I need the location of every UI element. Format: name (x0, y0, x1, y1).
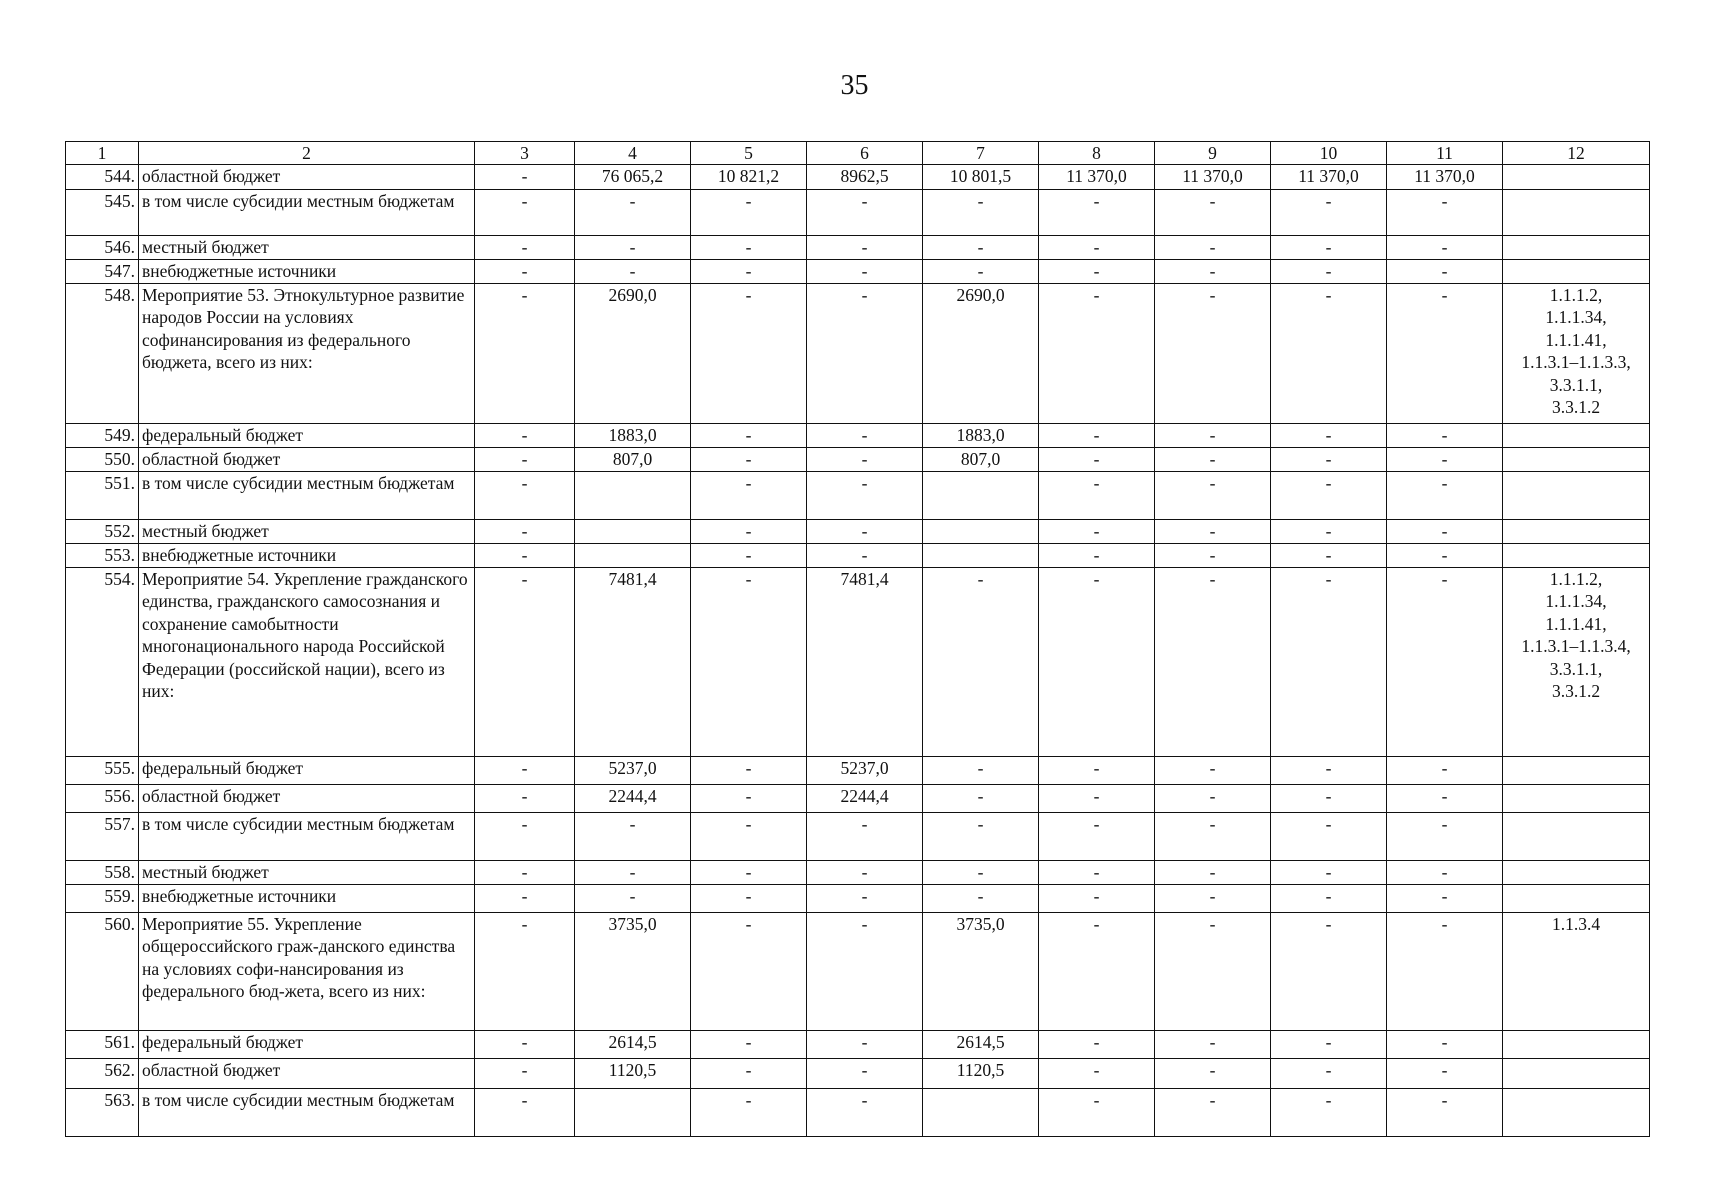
col-3-cell: - (475, 756, 575, 784)
item-name-cell: Мероприятие 55. Укрепление общероссийского граж-данского единства на условиях софи-нансирования из федерального бюд-жета, всего из них: (139, 912, 475, 1030)
indicator-refs-cell (1503, 447, 1650, 471)
indicator-ref: 1.1.1.34, (1545, 307, 1607, 327)
col-4-cell (575, 543, 691, 567)
col-7-cell: - (923, 190, 1039, 236)
row-number-cell: 547. (66, 260, 139, 284)
col-6-cell: - (807, 471, 923, 519)
col-11-cell: - (1387, 756, 1503, 784)
col-7-cell (923, 543, 1039, 567)
col-4-cell (575, 471, 691, 519)
row-number-cell: 545. (66, 190, 139, 236)
row-number-cell: 548. (66, 283, 139, 423)
col-6-cell: - (807, 543, 923, 567)
col-11-cell: - (1387, 860, 1503, 884)
table-row (66, 447, 1650, 471)
col-3-cell: - (475, 423, 575, 447)
column-header-3: 3 (475, 142, 575, 165)
col-4-cell (575, 519, 691, 543)
col-11-cell: 11 370,0 (1387, 165, 1503, 190)
page-number: 35 (840, 70, 869, 101)
table-row (66, 236, 1650, 260)
col-8-cell: - (1039, 260, 1155, 284)
col-6-cell: 8962,5 (807, 165, 923, 190)
col-4-cell: 2614,5 (575, 1030, 691, 1058)
row-number-cell: 551. (66, 471, 139, 519)
col-10-cell: - (1271, 860, 1387, 884)
col-5-cell: - (691, 1030, 807, 1058)
col-6-cell: - (807, 260, 923, 284)
item-name-cell: в том числе субсидии местным бюджетам (139, 812, 475, 860)
col-6-cell: - (807, 236, 923, 260)
table-row (66, 471, 1650, 519)
col-8-cell: - (1039, 884, 1155, 912)
col-8-cell: - (1039, 567, 1155, 756)
col-5-cell: - (691, 236, 807, 260)
col-10-cell: - (1271, 423, 1387, 447)
col-7-cell: - (923, 236, 1039, 260)
column-header-6: 6 (807, 142, 923, 165)
col-10-cell: - (1271, 190, 1387, 236)
col-11-cell: - (1387, 260, 1503, 284)
item-name-cell: областной бюджет (139, 1058, 475, 1088)
column-header-12: 12 (1503, 142, 1650, 165)
column-header-4: 4 (575, 142, 691, 165)
row-number-cell: 549. (66, 423, 139, 447)
indicator-ref: 1.1.3.4 (1551, 913, 1601, 934)
col-6-cell: 7481,4 (807, 567, 923, 756)
indicator-refs-cell (1503, 260, 1650, 284)
indicator-refs-cell (1503, 543, 1650, 567)
col-3-cell: - (475, 812, 575, 860)
indicator-ref: 3.3.1.2 (1551, 397, 1601, 417)
col-11-cell: - (1387, 567, 1503, 756)
col-5-cell: - (691, 283, 807, 423)
col-11-cell: - (1387, 784, 1503, 812)
col-11-cell: - (1387, 912, 1503, 1030)
col-7-cell (923, 471, 1039, 519)
col-8-cell: - (1039, 860, 1155, 884)
row-number-cell: 552. (66, 519, 139, 543)
indicator-refs-cell (1503, 423, 1650, 447)
col-6-cell: - (807, 1030, 923, 1058)
column-header-11: 11 (1387, 142, 1503, 165)
col-10-cell: - (1271, 884, 1387, 912)
column-header-2: 2 (139, 142, 475, 165)
col-7-cell: - (923, 567, 1039, 756)
col-5-cell: - (691, 567, 807, 756)
table-row (66, 567, 1650, 756)
col-9-cell: - (1155, 190, 1271, 236)
col-4-cell: 807,0 (575, 447, 691, 471)
col-7-cell (923, 1088, 1039, 1136)
col-3-cell: - (475, 912, 575, 1030)
table-row (66, 912, 1650, 1030)
indicator-refs-cell (1503, 1058, 1650, 1088)
indicator-ref: 1.1.1.2, (1549, 284, 1603, 305)
column-header-7: 7 (923, 142, 1039, 165)
item-name-cell: внебюджетные источники (139, 884, 475, 912)
indicator-refs-cell (1503, 165, 1650, 190)
col-8-cell: - (1039, 812, 1155, 860)
col-9-cell: - (1155, 1088, 1271, 1136)
indicator-ref: 3.3.1.1, (1549, 658, 1603, 679)
col-3-cell: - (475, 567, 575, 756)
col-10-cell: - (1271, 283, 1387, 423)
column-header-1: 1 (66, 142, 139, 165)
col-5-cell: - (691, 190, 807, 236)
col-5-cell: - (691, 471, 807, 519)
col-10-cell: - (1271, 1088, 1387, 1136)
indicator-ref: 1.1.3.1–1.1.3.3, (1521, 352, 1631, 372)
col-6-cell: 5237,0 (807, 756, 923, 784)
col-9-cell: - (1155, 423, 1271, 447)
row-number-cell: 558. (66, 860, 139, 884)
table-row (66, 784, 1650, 812)
col-7-cell: - (923, 784, 1039, 812)
col-10-cell: - (1271, 756, 1387, 784)
col-11-cell: - (1387, 283, 1503, 423)
col-10-cell: - (1271, 543, 1387, 567)
indicator-refs-cell (1503, 912, 1650, 1030)
col-5-cell: - (691, 1088, 807, 1136)
col-4-cell: - (575, 884, 691, 912)
col-9-cell: - (1155, 283, 1271, 423)
row-number-cell: 557. (66, 812, 139, 860)
col-10-cell: 11 370,0 (1271, 165, 1387, 190)
table-row (66, 884, 1650, 912)
table-row (66, 165, 1650, 190)
col-4-cell: - (575, 190, 691, 236)
col-6-cell: - (807, 283, 923, 423)
row-number-cell: 550. (66, 447, 139, 471)
row-number-cell: 556. (66, 784, 139, 812)
col-6-cell: - (807, 1088, 923, 1136)
indicator-refs-cell (1503, 471, 1650, 519)
col-3-cell: - (475, 190, 575, 236)
col-5-cell: - (691, 1058, 807, 1088)
col-11-cell: - (1387, 236, 1503, 260)
table-row (66, 1088, 1650, 1136)
col-11-cell: - (1387, 884, 1503, 912)
item-name-cell: Мероприятие 54. Укрепление гражданского единства, гражданского самосознания и сохранение самобытности многонационального народа Российской Федерации (российской нации), всего из них: (139, 567, 475, 756)
col-3-cell: - (475, 447, 575, 471)
row-number-cell: 544. (66, 165, 139, 190)
col-11-cell: - (1387, 471, 1503, 519)
col-10-cell: - (1271, 784, 1387, 812)
table-row (66, 519, 1650, 543)
column-header-10: 10 (1271, 142, 1387, 165)
col-7-cell: - (923, 756, 1039, 784)
col-11-cell: - (1387, 190, 1503, 236)
col-4-cell: 2690,0 (575, 283, 691, 423)
row-number-cell: 562. (66, 1058, 139, 1088)
col-9-cell: - (1155, 756, 1271, 784)
col-9-cell: - (1155, 884, 1271, 912)
col-8-cell: - (1039, 1030, 1155, 1058)
col-7-cell: 1883,0 (923, 423, 1039, 447)
col-9-cell: - (1155, 519, 1271, 543)
col-4-cell (575, 1088, 691, 1136)
table-body (66, 165, 1650, 1137)
indicator-refs-cell (1503, 756, 1650, 784)
col-10-cell: - (1271, 1030, 1387, 1058)
header-row (66, 142, 1650, 165)
col-5-cell: - (691, 812, 807, 860)
col-3-cell: - (475, 860, 575, 884)
item-name-cell: областной бюджет (139, 447, 475, 471)
col-8-cell: - (1039, 190, 1155, 236)
indicator-ref: 3.3.1.2 (1551, 681, 1601, 701)
indicator-ref: 3.3.1.1, (1549, 374, 1603, 395)
indicator-ref: 1.1.1.41, (1545, 329, 1607, 350)
indicator-refs-cell (1503, 1030, 1650, 1058)
col-11-cell: - (1387, 543, 1503, 567)
item-name-cell: местный бюджет (139, 519, 475, 543)
col-9-cell: 11 370,0 (1155, 165, 1271, 190)
col-9-cell: - (1155, 236, 1271, 260)
col-5-cell: - (691, 884, 807, 912)
col-8-cell: - (1039, 1088, 1155, 1136)
col-8-cell: 11 370,0 (1039, 165, 1155, 190)
col-4-cell: 2244,4 (575, 784, 691, 812)
col-10-cell: - (1271, 812, 1387, 860)
col-10-cell: - (1271, 447, 1387, 471)
col-3-cell: - (475, 784, 575, 812)
col-9-cell: - (1155, 1058, 1271, 1088)
col-3-cell: - (475, 543, 575, 567)
col-5-cell: - (691, 543, 807, 567)
row-number-cell: 546. (66, 236, 139, 260)
col-4-cell: - (575, 260, 691, 284)
col-6-cell: - (807, 447, 923, 471)
indicator-refs-cell (1503, 1088, 1650, 1136)
col-4-cell: 1883,0 (575, 423, 691, 447)
item-name-cell: в том числе субсидии местным бюджетам (139, 1088, 475, 1136)
col-5-cell: 10 821,2 (691, 165, 807, 190)
item-name-cell: внебюджетные источники (139, 543, 475, 567)
col-10-cell: - (1271, 519, 1387, 543)
col-10-cell: - (1271, 912, 1387, 1030)
col-3-cell: - (475, 884, 575, 912)
col-6-cell: - (807, 860, 923, 884)
col-6-cell: - (807, 1058, 923, 1088)
col-6-cell: - (807, 812, 923, 860)
col-7-cell: 2690,0 (923, 283, 1039, 423)
indicator-refs-cell (1503, 567, 1650, 756)
row-number-cell: 555. (66, 756, 139, 784)
col-4-cell: - (575, 236, 691, 260)
item-name-cell: местный бюджет (139, 860, 475, 884)
col-5-cell: - (691, 860, 807, 884)
col-3-cell: - (475, 471, 575, 519)
col-3-cell: - (475, 1058, 575, 1088)
col-9-cell: - (1155, 912, 1271, 1030)
col-9-cell: - (1155, 860, 1271, 884)
table-row (66, 1030, 1650, 1058)
column-header-5: 5 (691, 142, 807, 165)
item-name-cell: в том числе субсидии местным бюджетам (139, 190, 475, 236)
col-11-cell: - (1387, 519, 1503, 543)
col-3-cell: - (475, 260, 575, 284)
col-11-cell: - (1387, 1088, 1503, 1136)
row-number-cell: 563. (66, 1088, 139, 1136)
col-7-cell: - (923, 260, 1039, 284)
col-7-cell: 3735,0 (923, 912, 1039, 1030)
indicator-refs-cell (1503, 812, 1650, 860)
col-9-cell: - (1155, 1030, 1271, 1058)
col-4-cell: 7481,4 (575, 567, 691, 756)
col-9-cell: - (1155, 543, 1271, 567)
col-8-cell: - (1039, 784, 1155, 812)
table-row (66, 423, 1650, 447)
col-5-cell: - (691, 519, 807, 543)
col-4-cell: 5237,0 (575, 756, 691, 784)
item-name-cell: областной бюджет (139, 165, 475, 190)
indicator-ref: 1.1.1.34, (1545, 591, 1607, 611)
col-9-cell: - (1155, 812, 1271, 860)
col-11-cell: - (1387, 1030, 1503, 1058)
col-3-cell: - (475, 1030, 575, 1058)
table-row (66, 1058, 1650, 1088)
col-10-cell: - (1271, 471, 1387, 519)
col-8-cell: - (1039, 283, 1155, 423)
col-7-cell: 807,0 (923, 447, 1039, 471)
table-row (66, 860, 1650, 884)
col-6-cell: - (807, 423, 923, 447)
col-7-cell (923, 519, 1039, 543)
item-name-cell: внебюджетные источники (139, 260, 475, 284)
indicator-ref: 1.1.1.41, (1545, 613, 1607, 634)
col-6-cell: - (807, 884, 923, 912)
col-6-cell: 2244,4 (807, 784, 923, 812)
indicator-refs-cell (1503, 190, 1650, 236)
col-5-cell: - (691, 260, 807, 284)
item-name-cell: федеральный бюджет (139, 423, 475, 447)
row-number-cell: 554. (66, 567, 139, 756)
indicator-ref: 1.1.3.1–1.1.3.4, (1521, 636, 1631, 656)
col-11-cell: - (1387, 447, 1503, 471)
row-number-cell: 560. (66, 912, 139, 1030)
col-9-cell: - (1155, 784, 1271, 812)
col-3-cell: - (475, 236, 575, 260)
col-9-cell: - (1155, 447, 1271, 471)
col-10-cell: - (1271, 236, 1387, 260)
col-8-cell: - (1039, 447, 1155, 471)
col-7-cell: 10 801,5 (923, 165, 1039, 190)
col-9-cell: - (1155, 567, 1271, 756)
col-10-cell: - (1271, 260, 1387, 284)
column-header-9: 9 (1155, 142, 1271, 165)
item-name-cell: федеральный бюджет (139, 756, 475, 784)
col-8-cell: - (1039, 236, 1155, 260)
indicator-refs-cell (1503, 860, 1650, 884)
indicator-refs-cell (1503, 784, 1650, 812)
col-3-cell: - (475, 165, 575, 190)
col-5-cell: - (691, 784, 807, 812)
col-9-cell: - (1155, 471, 1271, 519)
col-4-cell: 1120,5 (575, 1058, 691, 1088)
col-5-cell: - (691, 423, 807, 447)
item-name-cell: Мероприятие 53. Этнокультурное развитие народов России на условиях софинансирования из федерального бюджета, всего из них: (139, 283, 475, 423)
table-row (66, 283, 1650, 423)
indicator-refs-cell (1503, 519, 1650, 543)
col-4-cell: 76 065,2 (575, 165, 691, 190)
table-row (66, 190, 1650, 236)
item-name-cell: в том числе субсидии местным бюджетам (139, 471, 475, 519)
col-7-cell: 1120,5 (923, 1058, 1039, 1088)
col-9-cell: - (1155, 260, 1271, 284)
col-6-cell: - (807, 519, 923, 543)
col-8-cell: - (1039, 1058, 1155, 1088)
col-4-cell: - (575, 860, 691, 884)
col-4-cell: - (575, 812, 691, 860)
col-3-cell: - (475, 283, 575, 423)
col-11-cell: - (1387, 812, 1503, 860)
col-5-cell: - (691, 447, 807, 471)
table-row (66, 543, 1650, 567)
col-5-cell: - (691, 912, 807, 1030)
col-7-cell: - (923, 812, 1039, 860)
col-3-cell: - (475, 519, 575, 543)
col-8-cell: - (1039, 543, 1155, 567)
col-6-cell: - (807, 912, 923, 1030)
table-row (66, 260, 1650, 284)
indicator-refs-cell (1503, 236, 1650, 260)
col-8-cell: - (1039, 471, 1155, 519)
indicator-refs-cell (1503, 283, 1650, 423)
row-number-cell: 559. (66, 884, 139, 912)
row-number-cell: 561. (66, 1030, 139, 1058)
col-5-cell: - (691, 756, 807, 784)
col-6-cell: - (807, 190, 923, 236)
col-7-cell: 2614,5 (923, 1030, 1039, 1058)
budget-table (65, 141, 1650, 1137)
col-8-cell: - (1039, 423, 1155, 447)
row-number-cell: 553. (66, 543, 139, 567)
item-name-cell: федеральный бюджет (139, 1030, 475, 1058)
col-10-cell: - (1271, 567, 1387, 756)
item-name-cell: местный бюджет (139, 236, 475, 260)
col-11-cell: - (1387, 423, 1503, 447)
table-row (66, 812, 1650, 860)
col-8-cell: - (1039, 756, 1155, 784)
column-header-8: 8 (1039, 142, 1155, 165)
col-4-cell: 3735,0 (575, 912, 691, 1030)
table-row (66, 756, 1650, 784)
indicator-ref: 1.1.1.2, (1549, 568, 1603, 589)
col-8-cell: - (1039, 519, 1155, 543)
col-11-cell: - (1387, 1058, 1503, 1088)
item-name-cell: областной бюджет (139, 784, 475, 812)
col-3-cell: - (475, 1088, 575, 1136)
col-7-cell: - (923, 884, 1039, 912)
col-8-cell: - (1039, 912, 1155, 1030)
col-10-cell: - (1271, 1058, 1387, 1088)
indicator-refs-cell (1503, 884, 1650, 912)
col-7-cell: - (923, 860, 1039, 884)
